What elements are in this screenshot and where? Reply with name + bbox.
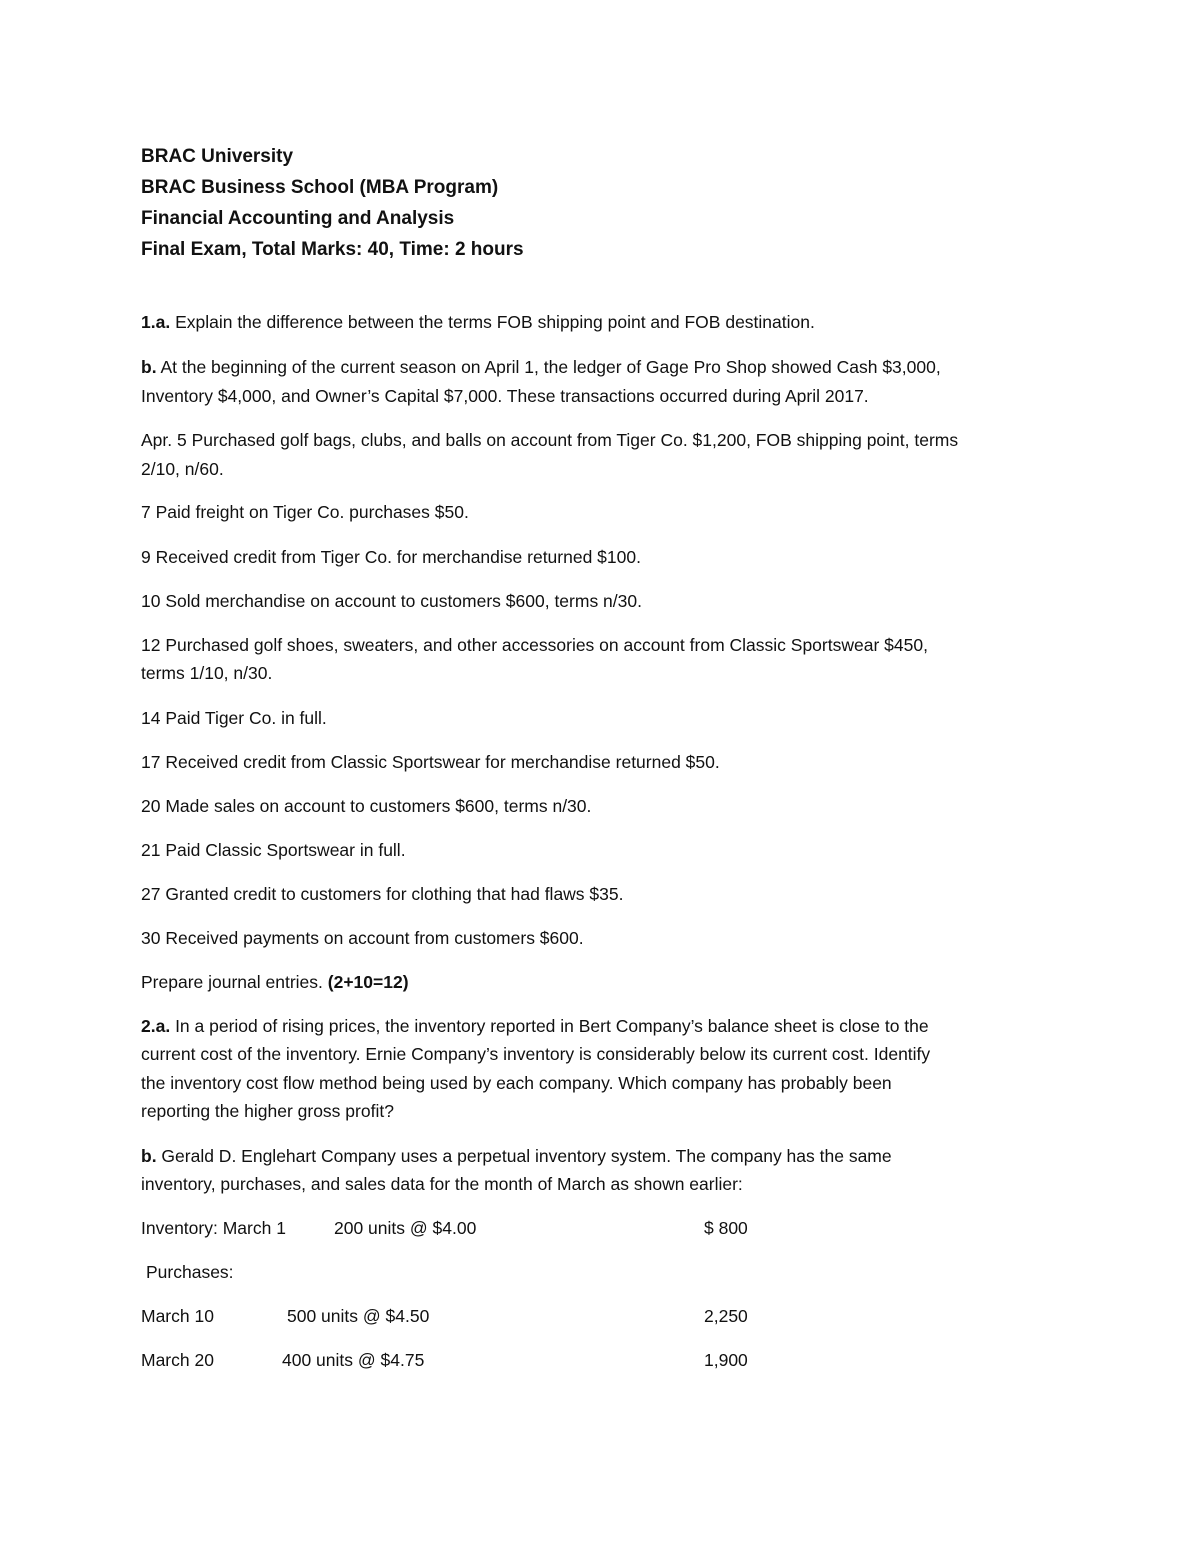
question-1-instruction: Prepare journal entries. (2+10=12) <box>141 972 409 992</box>
transaction-17: 17 Received credit from Classic Sportswear for merchandise returned $50. <box>141 752 720 772</box>
question-2a-line4: reporting the higher gross profit? <box>141 1101 394 1121</box>
transaction-14: 14 Paid Tiger Co. in full. <box>141 708 327 728</box>
question-1b-label: b. <box>141 357 157 377</box>
inventory-row <box>141 1349 1041 1371</box>
inventory-row <box>141 1217 1041 1239</box>
school-name: BRAC Business School (MBA Program) <box>141 177 499 198</box>
inventory-row <box>141 1305 1041 1327</box>
transaction-27: 27 Granted credit to customers for clothing that had flaws $35. <box>141 884 624 904</box>
inventory-row-date: Purchases: <box>146 1262 234 1282</box>
transaction-21: 21 Paid Classic Sportswear in full. <box>141 840 406 860</box>
question-2a-line2: current cost of the inventory. Ernie Company’s inventory is considerably below its current cost. Identify <box>141 1044 931 1064</box>
inventory-row-date: March 10 <box>141 1306 214 1326</box>
inventory-row-amount: $ 800 <box>704 1218 748 1238</box>
inventory-row <box>141 1261 1041 1283</box>
transaction-7: 7 Paid freight on Tiger Co. purchases $50. <box>141 502 469 522</box>
transaction-12-line1: 12 Purchased golf shoes, sweaters, and other accessories on account from Classic Sportswear $450, <box>141 635 928 655</box>
inventory-row-units: 500 units @ $4.50 <box>287 1306 430 1326</box>
transaction-20: 20 Made sales on account to customers $600, terms n/30. <box>141 796 592 816</box>
course-title: Financial Accounting and Analysis <box>141 208 455 229</box>
inventory-row-amount: 2,250 <box>704 1306 748 1326</box>
transaction-9: 9 Received credit from Tiger Co. for merchandise returned $100. <box>141 547 641 567</box>
transaction-30: 30 Received payments on account from customers $600. <box>141 928 584 948</box>
transaction-apr5-line1: Apr. 5 Purchased golf bags, clubs, and balls on account from Tiger Co. $1,200, FOB shipping point, terms <box>141 430 959 450</box>
exam-info: Final Exam, Total Marks: 40, Time: 2 hours <box>141 239 524 260</box>
question-1a-text: Explain the difference between the terms FOB shipping point and FOB destination. <box>170 312 815 332</box>
inventory-row-units: 200 units @ $4.00 <box>334 1218 477 1238</box>
question-1-marks: (2+10=12) <box>327 972 409 992</box>
inventory-row-date: March 20 <box>141 1350 214 1370</box>
university-name: BRAC University <box>141 146 294 167</box>
question-1a-label: 1.a. <box>141 312 171 332</box>
question-2b-line1: b. Gerald D. Englehart Company uses a perpetual inventory system. The company has the same <box>141 1146 892 1166</box>
question-1b-line1: b. At the beginning of the current season on April 1, the ledger of Gage Pro Shop showed Cash $3,000, <box>141 357 941 377</box>
inventory-row-units: 400 units @ $4.75 <box>282 1350 425 1370</box>
transaction-10: 10 Sold merchandise on account to customers $600, terms n/30. <box>141 591 642 611</box>
question-2b-label: b. <box>141 1146 157 1166</box>
question-2a-label: 2.a. <box>141 1016 171 1036</box>
transaction-apr5-line2: 2/10, n/60. <box>141 459 224 479</box>
transaction-12-line2: terms 1/10, n/30. <box>141 663 273 683</box>
inventory-row-amount: 1,900 <box>704 1350 748 1370</box>
question-2a-line1: 2.a. In a period of rising prices, the inventory reported in Bert Company’s balance sheet is close to the <box>141 1016 929 1036</box>
question-2b-line2: inventory, purchases, and sales data for the month of March as shown earlier: <box>141 1174 743 1194</box>
question-2a-line3: the inventory cost flow method being used by each company. Which company has probably been <box>141 1073 892 1093</box>
inventory-row-date: Inventory: March 1 <box>141 1218 286 1238</box>
question-1b-line2: Inventory $4,000, and Owner’s Capital $7,000. These transactions occurred during April 2017. <box>141 386 869 406</box>
question-1a <box>141 311 815 333</box>
